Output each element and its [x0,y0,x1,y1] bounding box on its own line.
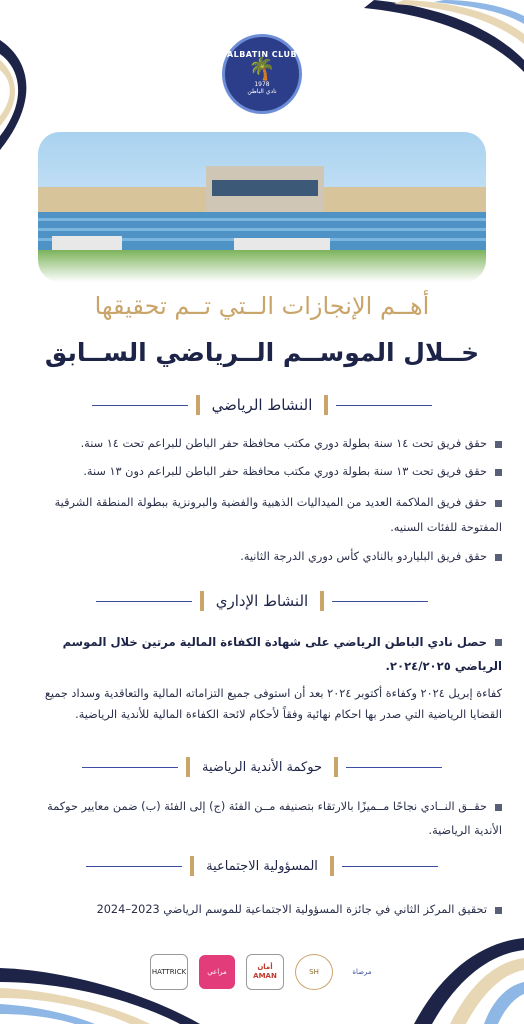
divider-line [346,767,442,768]
section-header-social [0,851,524,881]
list-item [16,490,502,540]
heading-line-2: خــلال الموســم الــرياضي الســابق [44,338,480,367]
divider-bar [320,591,324,611]
bottom-right-swoosh [374,938,524,1024]
list-item [16,899,502,920]
admin-paragraph: كفاءة إبريل ٢٠٢٤ وكفاءة أكتوبر ٢٠٢٤ بعد أن استوفى جميع التزاماته المالية والتعاقدية وسداد جميع القضايا الرياضية التي صدر بها احكام نهائية وفقاً لأحكام لائحة الكفاءة المالية للأندية الرياضية. [44,687,502,721]
bullet-icon [495,554,502,561]
divider-bar [324,395,328,415]
bullet-icon [495,804,502,811]
section-title-sports: النشاط الرياضي [211,396,313,414]
divider-line [82,767,178,768]
divider-line [92,405,188,406]
section-title-governance: حوكمة الأندية الرياضية [201,759,322,775]
list-item [16,433,502,454]
admin-highlight-text: حصل نادي الباطن الرياضي على شهادة الكفاءة المالية مرتين خلال الموسم الرياضي ٢٠٢٤/٢٠٢٥. [62,635,502,673]
palm-tree-icon: 🌴 [248,56,276,82]
sponsor-logos [150,952,380,992]
sports-item-1: حقق فريق تحت ١٤ سنة بطولة دوري مكتب محافظة حفر الباطن للبراعم تحت ١٤ سنة. [80,437,487,450]
bullet-icon [495,907,502,914]
bullet-icon [495,500,502,507]
section-header-admin [0,586,524,616]
club-logo [222,34,302,114]
divider-line [96,601,192,602]
list-item [16,461,502,482]
heading-line-1: أهــم الإنجازات الــتي تــم تحقيقها [94,292,430,320]
top-right-swoosh [364,0,524,80]
logo-year: 1978 [254,80,270,88]
bullet-icon [495,441,502,448]
social-item: تحقيق المركز الثاني في جائزة المسؤولية الاجتماعية للموسم الرياضي 2023–2024 [96,903,487,916]
sponsor-aman-logo: أمان AMAN [246,954,284,990]
section-header-governance [0,752,524,782]
logo-club-name: ALBATIN CLUB [226,49,298,59]
sponsor-hattrick-logo: HATTRICK [150,954,188,990]
divider-line [86,866,182,867]
sponsor-marai-logo: مراعي [199,955,235,989]
sports-item-4: حقق فريق البلياردو بالنادي كأس دوري الدرجة الثانية. [240,550,487,563]
stadium-photo [38,132,486,282]
sports-item-3: حقق فريق الملاكمة العديد من الميداليات الذهبية والفضية والبرونزية ببطولة المنطقة الشرقية المفتوحة للفئات السنيه. [54,496,502,534]
left-swoosh [0,40,50,150]
governance-item: حقــق النــادي نجاحًا مــميزًا بالارتقاء بتصنيفه مــن الفئة (ج) إلى الفئة (ب) ضمن معايير حوكمة الأندية الرياضية. [47,800,502,837]
section-header-sports [0,390,524,420]
divider-bar [330,856,334,876]
bullet-icon [495,639,502,646]
sponsor-sh-logo: SH [295,954,333,990]
divider-line [332,601,428,602]
divider-line [336,405,432,406]
divider-bar [334,757,338,777]
logo-arabic-name: نادي الباطن [247,87,277,95]
divider-line [342,866,438,867]
section-title-admin: النشاط الإداري [215,592,309,610]
bullet-icon [495,469,502,476]
sponsor-mardah-logo: مرضاة [352,967,372,976]
list-item [16,546,502,567]
sports-item-2: حقق فريق تحت ١٣ سنة بطولة دوري مكتب محافظة حفر الباطن للبراعم دون ١٣ سنة. [83,465,487,478]
list-item [16,795,502,843]
section-title-social: المسؤولية الاجتماعية [206,858,318,874]
admin-highlight [16,630,502,678]
